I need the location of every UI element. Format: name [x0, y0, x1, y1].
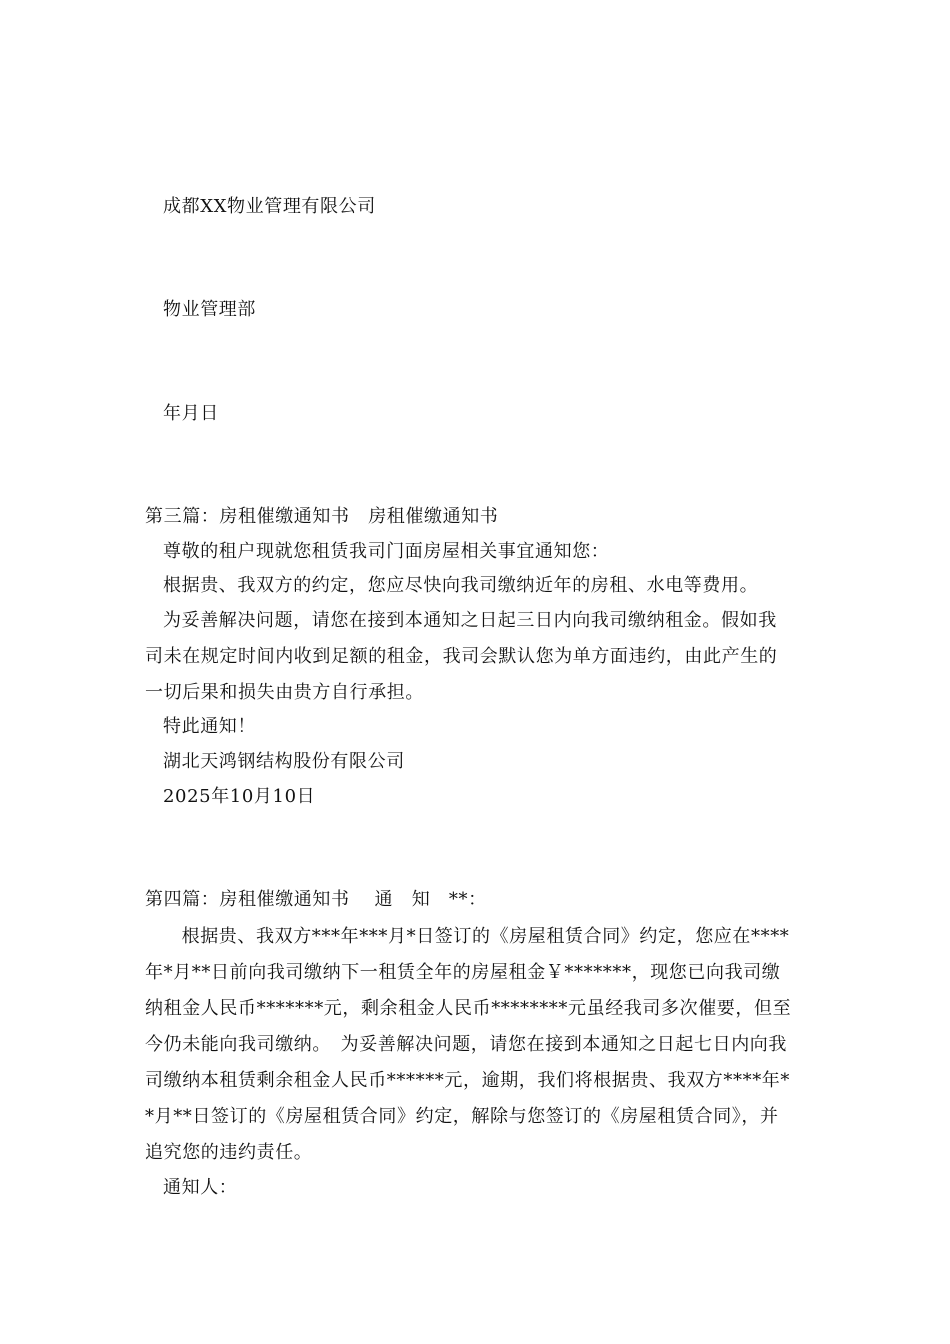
section4-body-line: 司缴纳本租赁剩余租金人民币******元，逾期，我们将根据贵、我双方****年* [145, 1070, 790, 1091]
section4-body-line: 年*月**日前向我司缴纳下一租赁全年的房屋租金￥*******，现您已向我司缴 [145, 962, 781, 983]
section3-paragraph-2-line: 为妥善解决问题，请您在接到本通知之日起三日内向我司缴纳租金。假如我 [163, 610, 777, 631]
section4-body-line: *月**日签订的《房屋租赁合同》约定，解除与您签订的《房屋租赁合同》，并 [145, 1106, 779, 1127]
section4-body-line: 今仍未能向我司缴纳。 为妥善解决问题，请您在接到本通知之日起七日内向我 [145, 1034, 787, 1055]
section4-notifier: 通知人： [163, 1177, 238, 1198]
section3-company: 湖北天鸿钢结构股份有限公司 [163, 751, 405, 772]
section3-salutation: 尊敬的租户现就您租赁我司门面房屋相关事宜通知您： [163, 541, 610, 562]
section4-body-line: 根据贵、我双方***年***月*日签订的《房屋租赁合同》约定，您应在**** [163, 926, 790, 947]
section4-body-line: 追究您的违约责任。 [145, 1142, 313, 1163]
company-name: 成都XX物业管理有限公司 [163, 196, 376, 217]
department-name: 物业管理部 [163, 299, 256, 320]
signoff-date: 年月日 [163, 403, 219, 424]
section4-heading: 第四篇：房租催缴通知书 通 知 **： [145, 889, 487, 910]
section3-paragraph-2-line: 一切后果和损失由贵方自行承担。 [145, 682, 424, 703]
section3-heading: 第三篇：房租催缴通知书 房租催缴通知书 [145, 506, 499, 527]
section3-closing: 特此通知！ [163, 716, 256, 737]
section3-date: 2025年10月10日 [163, 786, 316, 807]
section4-body-line: 纳租金人民币*******元，剩余租金人民币********元虽经我司多次催要，但至 [145, 998, 792, 1019]
section3-paragraph-2-line: 司未在规定时间内收到足额的租金，我司会默认您为单方面违约，由此产生的 [145, 646, 778, 667]
section3-paragraph-1: 根据贵、我双方的约定，您应尽快向我司缴纳近年的房租、水电等费用。 [163, 575, 759, 596]
